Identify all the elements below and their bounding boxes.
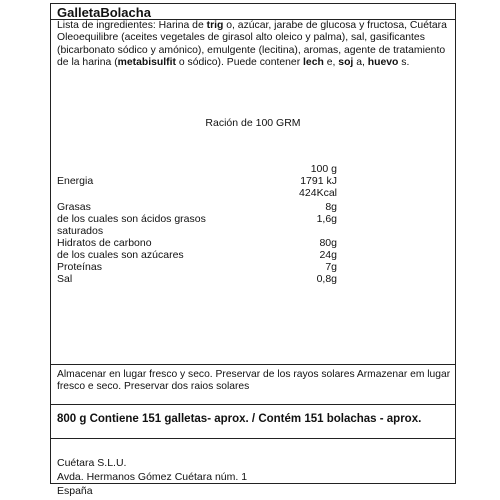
company-name: Cuétara S.L.U.: [57, 457, 127, 469]
ingredient-text: Lista de ingredientes: Harina de: [57, 20, 207, 31]
storage-row: [51, 365, 455, 405]
nutrition-row-name: Proteínas: [57, 261, 102, 273]
ingredient-text: e,: [323, 57, 339, 69]
nutrition-row-name: Sal: [57, 273, 73, 285]
allergen-text: metabisulfit: [117, 57, 176, 69]
weight-count-line: 800 g Contiene 151 galletas- aprox. / Contém 151 bolachas - aprox.: [57, 413, 422, 425]
company-row: [51, 439, 455, 497]
nutrition-row-name: de los cuales son ácidos grasos: [57, 213, 206, 225]
nutrition-row-name: saturados: [57, 225, 104, 237]
ingredients-text: [57, 20, 449, 70]
nutrition-row-value: 424Kcal: [299, 187, 337, 199]
product-title: GalletaBolacha: [57, 5, 151, 20]
allergen-text: trig: [206, 20, 224, 31]
nutrition-per: 100 g: [310, 163, 337, 175]
ingredients-row: [51, 20, 455, 117]
title-row: [51, 4, 455, 20]
nutrition-row-name: Energia: [57, 175, 94, 187]
nutrition-row-name: Grasas: [57, 201, 91, 213]
nutrition-header: Ración de 100 GRM: [205, 117, 301, 129]
nutrition-row-value: 1791 kJ: [300, 175, 337, 187]
company-country: España: [57, 485, 93, 497]
nutrition-row-value: 8g: [325, 201, 337, 213]
ingredient-text: o sódico). Puede contener: [175, 57, 304, 69]
ingredient-text: a,: [353, 57, 368, 69]
nutrition-row-name: Hidratos de carbono: [57, 237, 152, 249]
weight-row: [51, 405, 455, 439]
allergen-text: lech: [303, 57, 324, 69]
allergen-text: huevo: [367, 57, 399, 69]
nutrition-row-value: 7g: [325, 261, 337, 273]
nutrition-row-value: 24g: [319, 249, 337, 261]
ingredient-text: o, azúcar, jarabe de glucosa y fructosa, Cuétara Oleoequilibre (aceites vegetales de girasol alto oleico y palma), sal, gasificantes (bicarbonato sódico y amónico), emulgente (lecitina), aromas, agente de tratamiento de la harina (: [57, 20, 447, 69]
nutrition-row-value: 1,6g: [316, 213, 337, 225]
nutrition-row-value: 80g: [319, 237, 337, 249]
allergen-text: soj: [338, 57, 354, 69]
nutrition-section: [51, 117, 455, 365]
storage-text: Almacenar en lugar fresco y seco. Preservar de los rayos solares Armazenar em lugar fresco e seco. Preservar dos raios solares: [57, 369, 451, 393]
product-label: [50, 3, 456, 497]
nutrition-row-value: 0,8g: [316, 273, 337, 285]
company-address: Avda. Hermanos Gómez Cuétara núm. 1: [57, 471, 248, 483]
nutrition-row-name: de los cuales son azúcares: [57, 249, 184, 261]
ingredient-text: s.: [398, 57, 410, 69]
